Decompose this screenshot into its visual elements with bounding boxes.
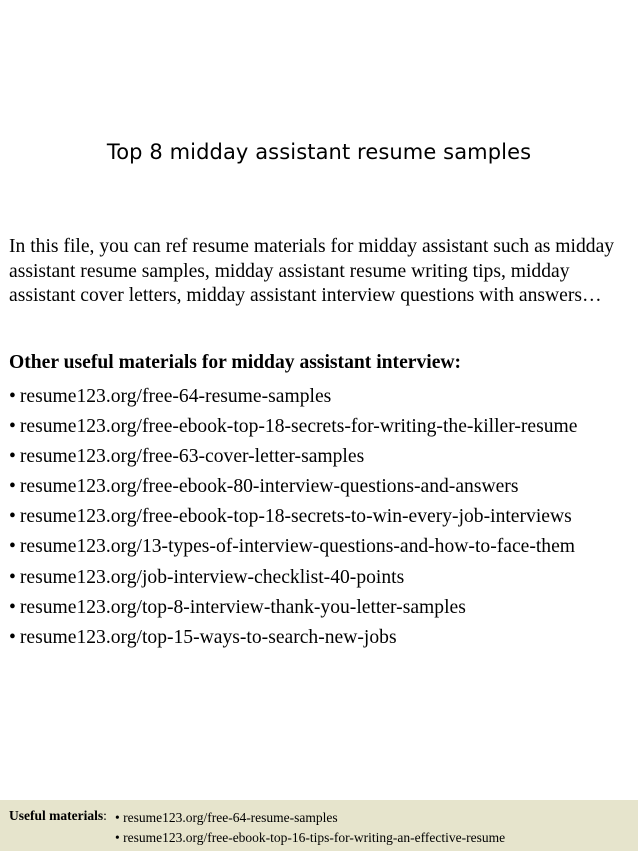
page-title: Top 8 midday assistant resume samples bbox=[106, 140, 532, 164]
material-link[interactable]: resume123.org/13-types-of-interview-questions-and-how-to-face-them bbox=[19, 536, 576, 558]
intro-paragraph: In this file, you can ref resume materials for midday assistant such as midday assistant resume samples, midday assistant resume writing tips, midday assistant cover letters, midday assistant interview questions with answers… bbox=[9, 236, 615, 306]
bullet-icon: • bbox=[9, 506, 16, 528]
bullet-icon: • bbox=[9, 536, 16, 558]
footer-link[interactable]: resume123.org/free-64-resume-samples bbox=[123, 810, 338, 825]
footer-label bbox=[9, 808, 107, 824]
footer-colon: : bbox=[103, 808, 107, 823]
list-item bbox=[9, 623, 634, 653]
list-item bbox=[9, 532, 634, 562]
bullet-icon: • bbox=[9, 596, 16, 618]
footer-link[interactable]: resume123.org/free-ebook-top-16-tips-for-writing-an-effective-resume bbox=[123, 830, 506, 845]
materials-heading: Other useful materials for midday assistant interview: bbox=[9, 352, 462, 373]
bullet-icon: • bbox=[9, 626, 16, 648]
bullet-icon: • bbox=[9, 446, 16, 468]
material-link[interactable]: resume123.org/free-ebook-80-interview-questions-and-answers bbox=[19, 476, 519, 498]
list-item bbox=[9, 442, 634, 472]
materials-link-list bbox=[9, 382, 634, 653]
list-item bbox=[9, 382, 634, 412]
footer-label-text: Useful materials bbox=[9, 808, 104, 823]
material-link[interactable]: resume123.org/top-15-ways-to-search-new-jobs bbox=[19, 626, 397, 648]
list-item bbox=[115, 808, 505, 828]
list-item bbox=[9, 472, 634, 502]
list-item bbox=[9, 563, 634, 593]
list-item bbox=[9, 502, 634, 532]
material-link[interactable]: resume123.org/free-64-resume-samples bbox=[19, 386, 332, 407]
bullet-icon: • bbox=[9, 476, 16, 498]
list-item bbox=[9, 412, 634, 442]
bullet-icon: • bbox=[115, 810, 120, 825]
bullet-icon: • bbox=[9, 566, 16, 588]
footer-link-list bbox=[115, 808, 505, 848]
material-link[interactable]: resume123.org/free-63-cover-letter-samples bbox=[19, 446, 365, 468]
footer-bar bbox=[0, 800, 638, 851]
material-link[interactable]: resume123.org/top-8-interview-thank-you-letter-samples bbox=[19, 596, 466, 618]
material-link[interactable]: resume123.org/free-ebook-top-18-secrets-to-win-every-job-interviews bbox=[19, 506, 572, 528]
bullet-icon: • bbox=[9, 416, 16, 438]
list-item bbox=[9, 593, 634, 623]
material-link[interactable]: resume123.org/job-interview-checklist-40-points bbox=[19, 566, 405, 588]
material-link[interactable]: resume123.org/free-ebook-top-18-secrets-for-writing-the-killer-resume bbox=[19, 416, 578, 438]
list-item bbox=[115, 828, 505, 848]
bullet-icon: • bbox=[9, 386, 16, 407]
bullet-icon: • bbox=[115, 830, 120, 845]
